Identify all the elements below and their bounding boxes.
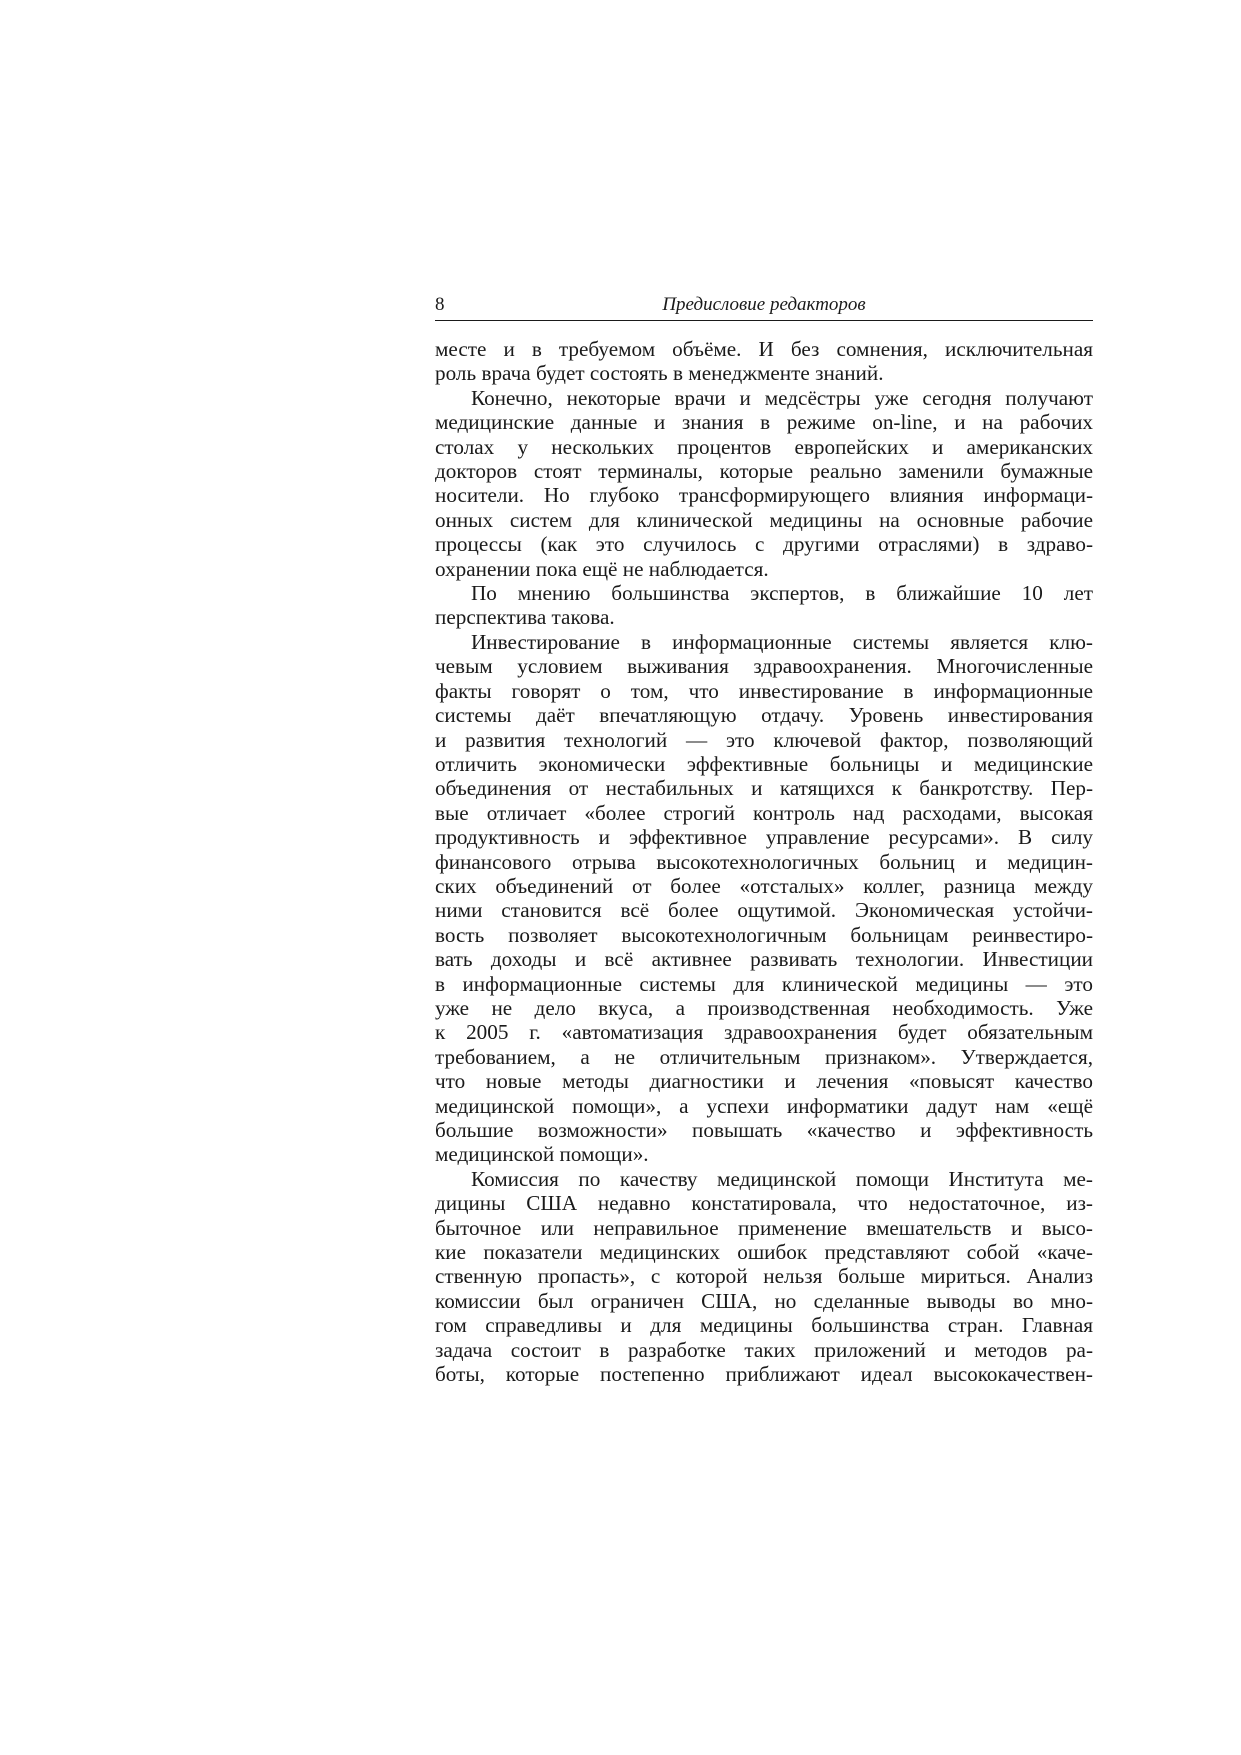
text-line: что новые методы диагностики и лечения «повысят качество xyxy=(435,1069,1093,1094)
text-line: вать доходы и всё активнее развивать технологии. Инвестиции xyxy=(435,947,1093,972)
text-line: кие показатели медицинских ошибок представляют собой «каче- xyxy=(435,1240,1093,1265)
text-line: месте и в требуемом объёме. И без сомнения, исключительная xyxy=(435,337,1093,361)
text-line: онных систем для клинической медицины на основные рабочие xyxy=(435,507,1093,532)
paragraph-2 xyxy=(435,386,1093,581)
text-line: большие возможности» повышать «качество и эффективность xyxy=(435,1118,1093,1142)
text-line: роль врача будет состоять в менеджменте знаний. xyxy=(435,361,884,386)
text-line: и развития технологий — это ключевой фактор, позволяющий xyxy=(435,727,1093,752)
text-line: По мнению большинства экспертов, в ближайшие 10 лет xyxy=(471,581,1093,606)
text-line: к 2005 г. «автоматизация здравоохранения будет обязательным xyxy=(435,1020,1093,1045)
text-line: факты говорят о том, что инвестирование в информационные xyxy=(435,678,1093,703)
text-line: вые отличает «более строгий контроль над расходами, высокая xyxy=(435,800,1093,825)
text-line: перспектива такова. xyxy=(435,605,615,630)
paragraph-1 xyxy=(435,337,1093,386)
text-line: быточное или неправильное применение вмешательств и высо- xyxy=(435,1215,1093,1240)
text-line: докторов стоят терминалы, которые реально заменили бумажные xyxy=(435,459,1093,484)
paragraph-5 xyxy=(435,1167,1093,1387)
text-line: вость позволяет высокотехнологичным больницам реинвестиро- xyxy=(435,922,1093,947)
text-line: ских объединений от более «отсталых» коллег, разница между xyxy=(435,873,1093,898)
paragraph-4 xyxy=(435,630,1093,1167)
text-line: Инвестирование в информационные системы является клю- xyxy=(471,629,1093,654)
page-number: 8 xyxy=(435,294,445,315)
text-line: медицинские данные и знания в режиме on-line, и на рабочих xyxy=(435,410,1093,435)
text-line: требованием, а не отличительным признаком». Утверждается, xyxy=(435,1044,1093,1069)
text-line: боты, которые постепенно приближают идеал высококачествен- xyxy=(435,1362,1093,1387)
text-line: медицинской помощи», а успехи информатики дадут нам «ещё xyxy=(435,1093,1093,1118)
text-line: ственную пропасть», с которой нельзя больше мириться. Анализ xyxy=(435,1264,1093,1289)
text-line: в информационные системы для клинической медицины — это xyxy=(435,971,1093,996)
text-line: комиссии был ограничен США, но сделанные выводы во мно- xyxy=(435,1288,1093,1313)
text-line: медицинской помощи». xyxy=(435,1142,649,1167)
text-line: Конечно, некоторые врачи и медсёстры уже сегодня получают xyxy=(471,385,1093,410)
text-line: носители. Но глубоко трансформирующего влияния информаци- xyxy=(435,483,1093,508)
body-text xyxy=(435,337,1093,1386)
text-line: финансового отрыва высокотехнологичных больниц и медицин- xyxy=(435,849,1093,874)
text-line: столах у нескольких процентов европейских и американских xyxy=(435,434,1093,459)
text-line: Комиссия по качеству медицинской помощи Института ме- xyxy=(471,1166,1093,1191)
running-header xyxy=(435,294,1093,321)
text-line: системы даёт впечатляющую отдачу. Уровень инвестирования xyxy=(435,703,1093,728)
paragraph-3 xyxy=(435,581,1093,630)
text-line: дицины США недавно констатировала, что недостаточное, из- xyxy=(435,1191,1093,1216)
text-line: гом справедливы и для медицины большинства стран. Главная xyxy=(435,1313,1093,1338)
text-line: уже не дело вкуса, а производственная необходимость. Уже xyxy=(435,995,1093,1020)
running-title: Предисловие редакторов xyxy=(662,294,866,315)
text-line: отличить экономически эффективные больницы и медицинские xyxy=(435,751,1093,776)
text-line: охранении пока ещё не наблюдается. xyxy=(435,556,769,581)
text-line: объединения от нестабильных и катящихся к банкротству. Пер- xyxy=(435,776,1093,801)
text-line: процессы (как это случилось с другими отраслями) в здраво- xyxy=(435,532,1093,557)
text-line: ними становится всё более ощутимой. Экономическая устойчи- xyxy=(435,898,1093,923)
text-line: чевым условием выживания здравоохранения. Многочисленные xyxy=(435,654,1093,679)
text-line: продуктивность и эффективное управление ресурсами». В силу xyxy=(435,825,1093,850)
text-line: задача состоит в разработке таких приложений и методов ра- xyxy=(435,1337,1093,1362)
